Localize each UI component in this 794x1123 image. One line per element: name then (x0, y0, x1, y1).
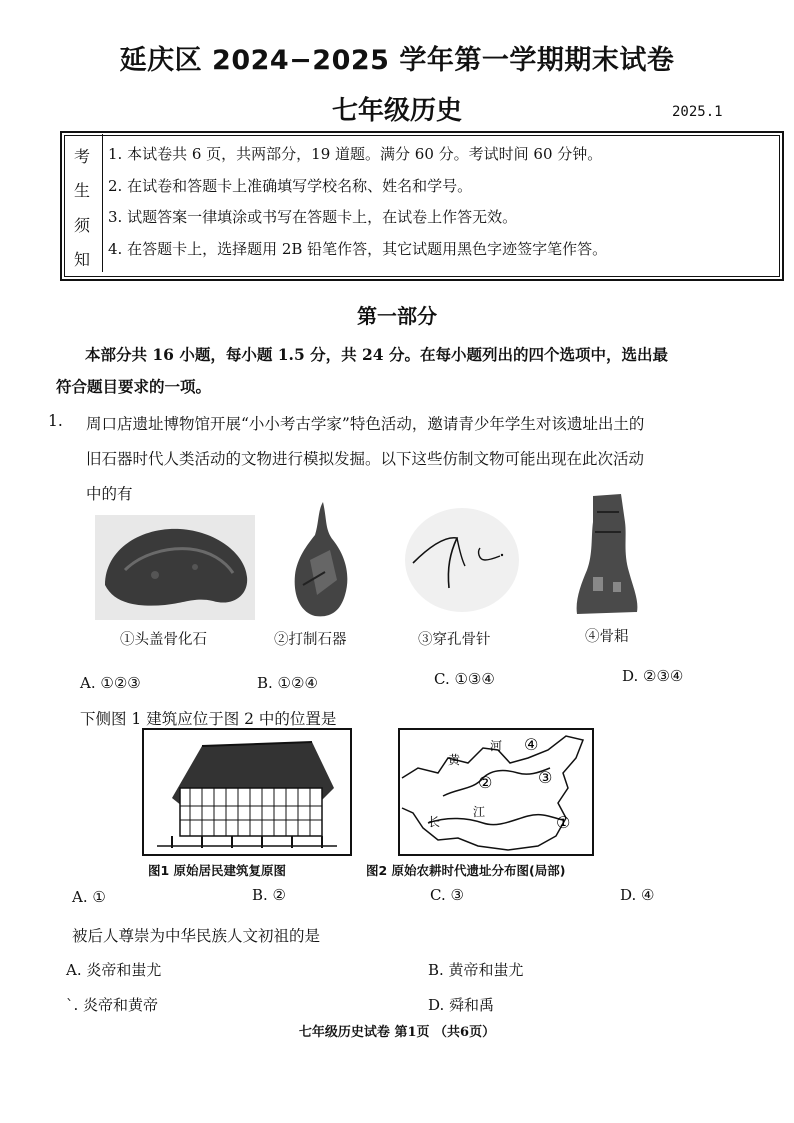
notice-item: 3. 试题答案一律填涂或书写在答题卡上，在试卷上作答无效。 (108, 208, 518, 226)
figure-caption: 图2 原始农耕时代遗址分布图(局部) (366, 863, 566, 878)
map-label-jiang: 江 (473, 805, 486, 819)
option-d[interactable]: D. 舜和禹 (428, 996, 495, 1014)
notice-item: 2. 在试卷和答题卡上准确填写学校名称、姓名和学号。 (108, 177, 473, 195)
question-stem-line: 中的有 (86, 485, 133, 503)
exam-title: 延庆区 2024−2025 学年第一学期期末试卷 (119, 45, 675, 76)
question-stem: 被后人尊崇为中华民族人文初祖的是 (72, 927, 321, 945)
artifact-caption: ④骨耜 (585, 629, 629, 645)
page-footer: 七年级历史试卷 第1页 （共6页） (298, 1025, 496, 1040)
artifact-caption: ①头盖骨化石 (120, 632, 207, 648)
option-c[interactable]: `. 炎帝和黄帝 (66, 996, 159, 1014)
figure-caption: 图1 原始居民建筑复原图 (148, 863, 287, 878)
option-c[interactable]: C. ③ (430, 886, 464, 904)
artifact-caption: ②打制石器 (274, 632, 347, 648)
part-intro: 本部分共 16 小题，每小题 1.5 分，共 24 分。在每小题列出的四个选项中，选出最 (85, 345, 668, 364)
exam-subtitle: 七年级历史 (331, 96, 462, 126)
artifact-caption: ③穿孔骨针 (418, 632, 491, 648)
notice-label-char: 知 (73, 250, 90, 269)
question-stem-line: 周口店遗址博物馆开展“小小考古学家”特色活动，邀请青少年学生对该遗址出土的 (86, 415, 645, 433)
question-number: 1. (48, 412, 63, 430)
question-stem: 下侧图 1 建筑应位于图 2 中的位置是 (80, 710, 337, 728)
question-stem-line: 旧石器时代人类活动的文物进行模拟发掘。以下这些仿制文物可能出现在此次活动 (86, 450, 645, 468)
option-b[interactable]: B. ①②④ (257, 674, 318, 692)
map-label-chang: 长 (428, 815, 441, 829)
notice-label (62, 134, 103, 272)
notice-label-char: 须 (73, 216, 90, 235)
map-label-huang: 黄 (448, 753, 461, 767)
option-c[interactable]: C. ①③④ (434, 670, 495, 688)
map-label-he: 河 (490, 739, 503, 753)
map-marker-2: ② (478, 773, 493, 792)
notice-item: 4. 在答题卡上，选择题用 2B 铅笔作答，其它试题用黑色字迹签字笔作答。 (108, 240, 608, 258)
stilt-house-figure (142, 728, 352, 856)
option-d[interactable]: D. ②③④ (622, 667, 684, 685)
option-b[interactable]: B. ② (252, 886, 287, 904)
site-distribution-map (398, 728, 594, 856)
option-a[interactable]: A. ①②③ (80, 674, 141, 692)
stone-tool-image (285, 500, 360, 625)
map-marker-1: ① (556, 813, 571, 832)
skull-fossil-image (95, 515, 255, 620)
map-marker-3: ③ (538, 768, 553, 787)
notice-label-char: 考 (73, 147, 90, 166)
notice-item: 1. 本试卷共 6 页，共两部分，19 道题。满分 60 分。考试时间 60 分钟。 (108, 145, 603, 163)
exam-date: 2025.1 (672, 104, 723, 120)
map-marker-4: ④ (524, 735, 539, 754)
part-intro-cont: 符合题目要求的一项。 (56, 377, 212, 396)
option-a[interactable]: A. 炎帝和蚩尤 (66, 961, 162, 979)
option-d[interactable]: D. ④ (620, 886, 655, 904)
bone-spade-image (573, 492, 641, 617)
option-b[interactable]: B. 黄帝和蚩尤 (428, 961, 524, 979)
part-title: 第一部分 (357, 304, 437, 328)
bone-needle-image (405, 508, 520, 613)
notice-label-char: 生 (73, 181, 90, 200)
option-a[interactable]: A. ① (72, 888, 106, 906)
